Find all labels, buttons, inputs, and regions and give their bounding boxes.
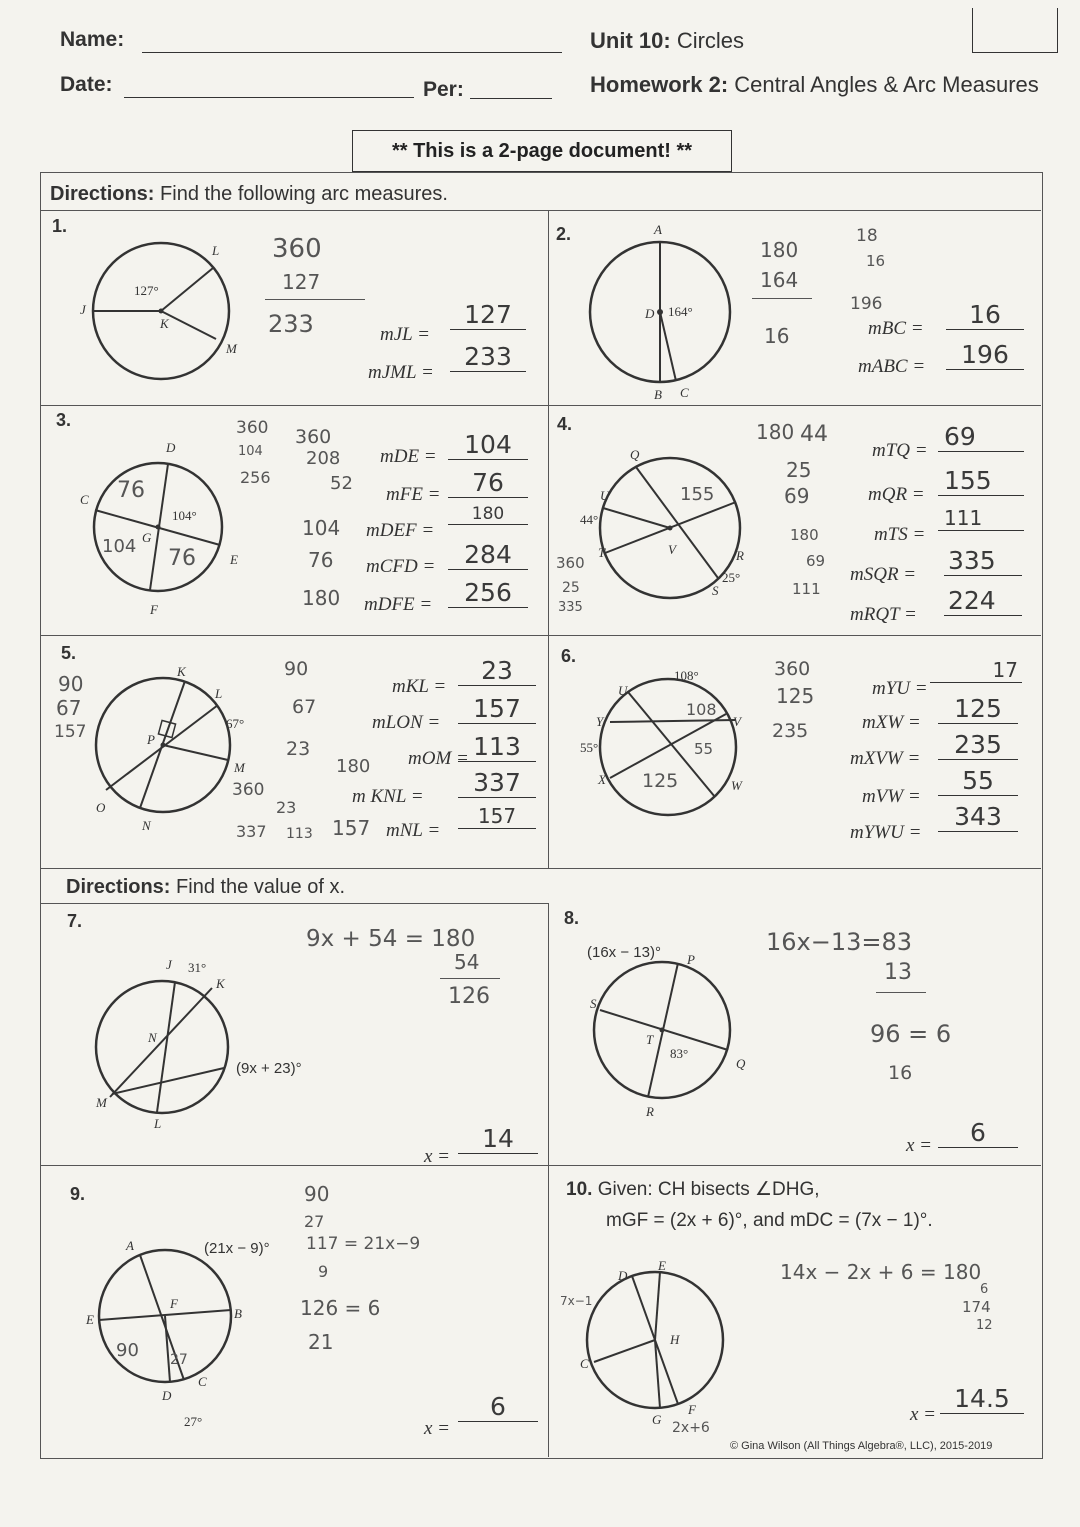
work: 6 [980, 1282, 989, 1297]
problem-10-given-2: mGF = (2x + 6)°, and mDC = (7x − 1)°. [606, 1210, 933, 1231]
question: mXW = [862, 712, 921, 733]
work: 180 [302, 586, 341, 610]
angle-label: 164° [668, 304, 693, 319]
question: mBC = [868, 318, 924, 339]
point-u: U [618, 683, 628, 698]
work: 360 [272, 234, 322, 264]
work: 335 [558, 600, 583, 615]
work: 23 [286, 738, 311, 760]
point-p: P [687, 952, 695, 967]
work: 16 [764, 324, 790, 348]
point-c: C [580, 1356, 589, 1371]
point-p: P [147, 732, 155, 747]
answer-field[interactable]: 224 [944, 586, 1022, 616]
question: mNL = [386, 820, 441, 841]
copyright-footer: © Gina Wilson (All Things Algebra®, LLC), 2015-2019 [730, 1440, 993, 1452]
answer-field[interactable]: 335 [944, 546, 1022, 576]
answer-field[interactable]: 55 [938, 766, 1018, 796]
question: mDEF = [366, 520, 435, 541]
question: mKL = [392, 676, 447, 697]
work: 233 [268, 310, 314, 338]
answer-field[interactable]: 16 [946, 300, 1024, 330]
work: 90 [58, 672, 84, 696]
answer-field[interactable]: 343 [938, 802, 1018, 832]
point-k: K [160, 316, 169, 331]
work: 27 [170, 1352, 188, 1368]
angle-label: 25° [722, 570, 741, 585]
work: 256 [240, 468, 271, 487]
point-m: M [234, 760, 245, 775]
angle-label: 31° [188, 960, 207, 975]
point-r: R [736, 548, 744, 563]
work: 9 [318, 1262, 329, 1281]
point-e: E [658, 1258, 666, 1273]
angle-label: 55° [580, 740, 599, 755]
date-label: Date: [60, 73, 113, 96]
period-label: Per: [423, 78, 464, 101]
problem-1-number: 1. [52, 216, 68, 236]
point-c: C [80, 492, 89, 507]
work: 180 [756, 420, 795, 444]
work: 125 [776, 684, 815, 708]
work: 157 [332, 816, 371, 840]
work: 13 [884, 960, 912, 985]
answer-field[interactable]: 76 [448, 468, 528, 498]
work: 164 [760, 268, 799, 292]
point-a: A [654, 222, 662, 237]
point-f: F [170, 1296, 178, 1311]
point-t: T [646, 1032, 654, 1047]
point-d: D [166, 440, 176, 455]
work: 27 [304, 1212, 325, 1231]
point-d: D [645, 306, 655, 321]
work: 111 [792, 580, 821, 598]
work: 104 [102, 536, 137, 557]
work: 360 [232, 780, 265, 800]
work: 126 [448, 984, 490, 1009]
point-l: L [154, 1116, 162, 1131]
question: mXVW = [850, 748, 921, 769]
work: 16x−13=83 [766, 928, 913, 956]
question: m KNL = [352, 786, 424, 807]
x-label: x = [910, 1404, 937, 1425]
point-b: B [234, 1306, 242, 1321]
work: 113 [286, 826, 313, 842]
point-e: E [86, 1312, 94, 1327]
point-l: L [212, 243, 220, 258]
angle-label: 83° [670, 1046, 689, 1061]
problem-4-number: 4. [557, 414, 573, 434]
work: 44 [800, 422, 828, 447]
angle-label: 108° [674, 668, 699, 683]
work: 69 [784, 484, 810, 508]
answer-field[interactable]: 196 [946, 340, 1024, 370]
answer-field[interactable]: 233 [450, 342, 526, 372]
point-s: S [590, 996, 597, 1011]
answer-field[interactable]: 113 [458, 732, 536, 762]
question: mJL = [380, 324, 430, 345]
point-t: T [598, 545, 606, 560]
question: mLON = [372, 712, 441, 733]
question: mABC = [858, 356, 926, 377]
work: 18 [856, 226, 878, 246]
work: 180 [790, 526, 819, 544]
work: 90 [304, 1182, 330, 1206]
name-label: Name: [60, 28, 125, 51]
problem-6-number: 6. [561, 646, 577, 666]
problem-5-number: 5. [61, 643, 77, 663]
question: mSQR = [850, 564, 917, 585]
work: 96 = 6 [870, 1020, 952, 1048]
question: mFE = [386, 484, 441, 505]
question: mTQ = [872, 440, 928, 461]
work: 21 [308, 1330, 334, 1354]
work: 157 [54, 722, 87, 742]
point-e: E [230, 552, 238, 567]
work: 108 [686, 700, 717, 719]
answer-field[interactable]: 14 [458, 1124, 538, 1154]
work: 90 [284, 658, 309, 680]
point-n: N [142, 818, 151, 833]
answer-field[interactable]: 69 [938, 422, 1024, 452]
question: mDFE = [364, 594, 433, 615]
point-v: V [668, 542, 676, 557]
answer-field[interactable]: 256 [448, 578, 528, 608]
work: 155 [680, 484, 715, 505]
work: 104 [302, 516, 341, 540]
work: 67 [292, 696, 317, 718]
angle-label: 104° [172, 508, 197, 523]
work: 25 [786, 458, 812, 482]
point-j: J [80, 302, 86, 317]
point-c: C [680, 385, 689, 400]
answer-field[interactable]: 6 [458, 1392, 538, 1422]
work: 23 [276, 798, 297, 817]
work: 104 [238, 444, 263, 459]
answer-field[interactable]: 337 [458, 768, 536, 798]
answer-field[interactable]: 155 [938, 466, 1024, 496]
problem-8-number: 8. [564, 908, 580, 928]
work: 16 [888, 1062, 913, 1084]
point-n: N [148, 1030, 157, 1045]
point-g: G [142, 530, 152, 545]
work: 25 [562, 580, 580, 596]
point-m: M [226, 341, 237, 356]
point-o: O [96, 800, 106, 815]
answer-field[interactable]: 127 [450, 300, 526, 330]
answer-field[interactable]: 180 [448, 504, 528, 525]
point-c: C [198, 1374, 207, 1389]
question: mJML = [368, 362, 434, 383]
work: 69 [806, 552, 826, 570]
work: 337 [236, 822, 267, 841]
point-a: A [126, 1238, 134, 1253]
work: 14x − 2x + 6 = 180 [780, 1260, 982, 1284]
question: mCFD = [366, 556, 436, 577]
problem-3-number: 3. [56, 410, 72, 430]
x-label: x = [906, 1135, 933, 1156]
answer-field[interactable]: 284 [448, 540, 528, 570]
work: 52 [330, 473, 353, 494]
work: 180 [760, 238, 799, 262]
point-f: F [688, 1402, 696, 1417]
answer-field[interactable]: 157 [458, 694, 536, 724]
work: 12 [976, 1318, 993, 1333]
unit-title: Unit 10: Circles [590, 28, 745, 53]
angle-expression: (16x − 13)° [587, 944, 661, 961]
angle-expression: (21x − 9)° [204, 1240, 270, 1257]
point-y: Y [596, 714, 604, 729]
work: 54 [454, 950, 480, 974]
problem-9-number: 9. [70, 1184, 86, 1204]
work: 7x−1 [560, 1294, 593, 1308]
work: 360 [774, 658, 811, 680]
answer-field[interactable]: 6 [938, 1118, 1018, 1148]
angle-label: 27° [184, 1414, 203, 1429]
work: 55 [694, 740, 714, 758]
work: 127 [282, 270, 321, 294]
question: mYU = [872, 678, 928, 699]
work: 117 = 21x−9 [306, 1234, 421, 1254]
x-label: x = [424, 1418, 451, 1439]
point-r: R [646, 1104, 654, 1119]
point-q: Q [736, 1056, 746, 1071]
angle-label: 44° [580, 512, 599, 527]
angle-expression: (9x + 23)° [236, 1060, 302, 1077]
point-m: M [96, 1095, 107, 1110]
point-b: B [654, 387, 662, 402]
work: 76 [168, 546, 196, 571]
point-x: X [598, 772, 606, 787]
work: 76 [117, 478, 145, 503]
work: 125 [642, 770, 679, 792]
point-s: S [712, 583, 719, 598]
point-v: V [733, 714, 741, 729]
answer-field[interactable]: 104 [448, 430, 528, 460]
point-q: Q [630, 447, 640, 462]
two-page-notice: ** This is a 2-page document! ** [352, 130, 732, 172]
answer-field[interactable]: 17 [930, 658, 1022, 683]
answer-field[interactable]: 23 [458, 656, 536, 686]
problem-7-number: 7. [67, 911, 83, 931]
point-j: J [166, 957, 172, 972]
x-label: x = [424, 1146, 451, 1167]
answer-field[interactable]: 157 [458, 804, 536, 829]
question: mRQT = [850, 604, 917, 625]
answer-field[interactable]: 235 [938, 730, 1018, 760]
question: mQR = [868, 484, 925, 505]
point-k: K [216, 976, 225, 991]
point-k: K [177, 664, 186, 679]
work: 76 [308, 548, 334, 572]
work: 235 [772, 720, 809, 742]
answer-field[interactable]: 111 [938, 506, 1024, 531]
work: 208 [306, 448, 341, 469]
point-g: G [652, 1412, 662, 1427]
work: 360 [295, 426, 332, 448]
point-w: W [731, 778, 742, 793]
question: mDE = [380, 446, 437, 467]
work: 126 = 6 [300, 1296, 381, 1320]
problem-2-number: 2. [556, 224, 572, 244]
point-d: D [618, 1268, 628, 1283]
question: mVW = [862, 786, 921, 807]
answer-field[interactable]: 125 [938, 694, 1018, 724]
question: mYWU = [850, 822, 922, 843]
homework-title: Homework 2: Central Angles & Arc Measures [590, 72, 1039, 97]
work: 196 [850, 294, 883, 314]
work: 16 [866, 252, 886, 270]
point-f: F [150, 602, 158, 617]
point-d: D [162, 1388, 172, 1403]
directions-value: Directions: Find the value of x. [66, 876, 346, 898]
angle-label: 67° [226, 716, 245, 731]
point-l: L [215, 686, 223, 701]
work: 9x + 54 = 180 [306, 926, 476, 952]
work: 360 [236, 418, 269, 438]
point-h: H [670, 1332, 680, 1347]
work: 67 [56, 696, 82, 720]
angle-label: 127° [134, 283, 159, 298]
work: 174 [962, 1298, 991, 1316]
work: 360 [556, 554, 585, 572]
answer-field[interactable]: 14.5 [940, 1384, 1024, 1414]
work: 180 [336, 756, 371, 777]
work: 90 [116, 1340, 139, 1361]
question: mOM = [408, 748, 469, 769]
question: mTS = [874, 524, 926, 545]
work: 2x+6 [672, 1420, 710, 1436]
point-u: U [600, 488, 610, 503]
directions-arc: Directions: Find the following arc measures. [50, 183, 448, 205]
problem-10-given: 10. Given: CH bisects ∠DHG, [566, 1179, 820, 1200]
